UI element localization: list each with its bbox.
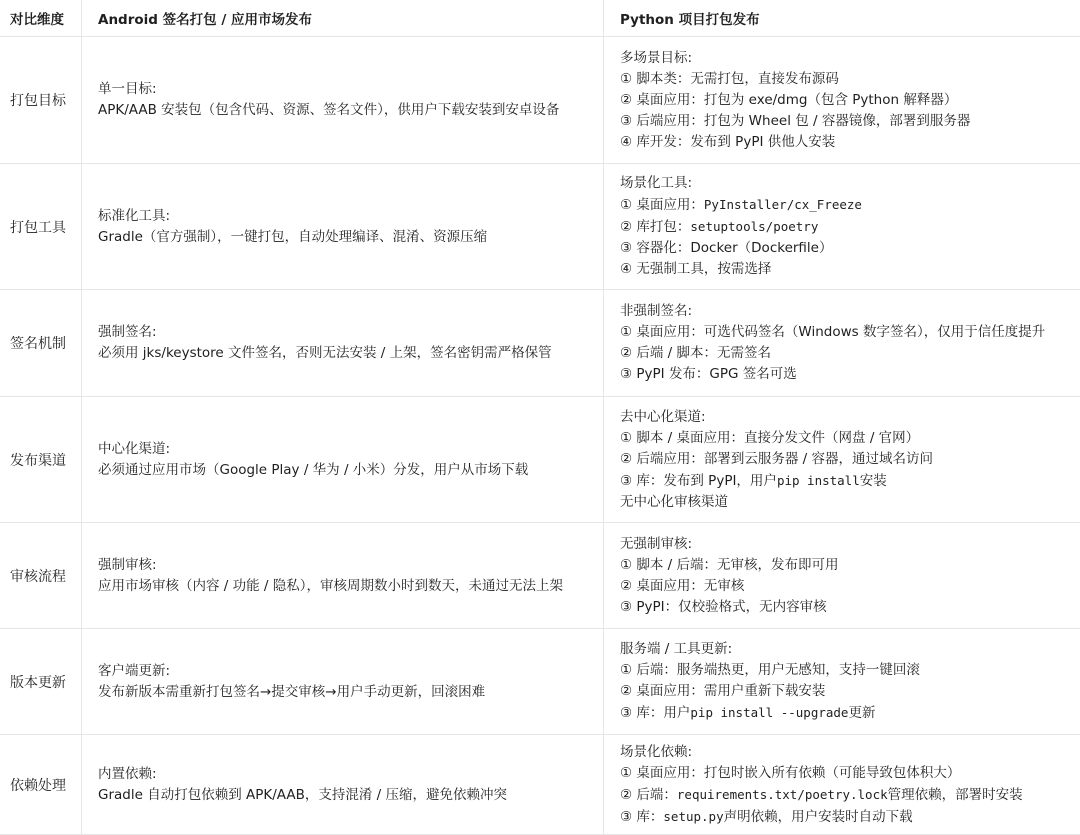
- cell-text: 无强制审核:: [620, 535, 693, 552]
- python-cell: [604, 37, 1080, 163]
- dimension-label: 版本更新: [10, 674, 66, 691]
- android-cell: [82, 629, 604, 734]
- cell-text: 场景化依赖:: [620, 743, 693, 760]
- python-cell: [604, 397, 1080, 522]
- python-cell-item: [620, 259, 1080, 280]
- python-cell-item: [620, 702, 1080, 724]
- python-cell-heading: [620, 742, 1080, 763]
- cell-text: ② 后端应用：部署到云服务器 / 容器，通过域名访问: [620, 450, 934, 467]
- python-cell-heading: [620, 173, 1080, 194]
- python-cell-item: [620, 132, 1080, 153]
- python-cell-heading: [620, 48, 1080, 69]
- code-text: requirements.txt/poetry.lock: [676, 786, 888, 802]
- cell-text: ① 桌面应用：可选代码签名（Windows 数字签名），仅用于信任度提升: [620, 324, 1046, 340]
- table-row: [0, 523, 1080, 629]
- python-cell-item: [620, 449, 1080, 470]
- python-cell-item: [620, 364, 1080, 385]
- python-cell: [604, 523, 1080, 628]
- table-row: [0, 629, 1080, 735]
- dimension-label: 发布渠道: [10, 452, 66, 469]
- dimension-cell: [0, 164, 82, 289]
- android-cell-text: APK/AAB 安装包（包含代码、资源、签名文件），供用户下载安装到安卓设备: [98, 102, 560, 118]
- dimension-label: 审核流程: [10, 568, 66, 585]
- python-cell-item: [620, 576, 1080, 597]
- table-row: [0, 290, 1080, 397]
- android-cell-heading: 客户端更新:: [98, 662, 171, 679]
- python-cell-item: [620, 492, 1080, 513]
- dimension-label: 打包目标: [10, 93, 66, 109]
- python-cell-item: [620, 322, 1080, 343]
- header-android-label: Android 签名打包 / 应用市场发布: [98, 12, 312, 28]
- header-android: [82, 0, 604, 36]
- dimension-label: 依赖处理: [10, 777, 66, 794]
- android-cell-text: 发布新版本需重新打包签名→提交审核→用户手动更新，回滚困难: [98, 683, 486, 700]
- dimension-cell: [0, 523, 82, 628]
- dimension-cell: [0, 629, 82, 734]
- android-cell-text: Gradle（官方强制），一键打包，自动处理编译、混淆、资源压缩: [98, 228, 488, 245]
- dimension-cell: [0, 37, 82, 163]
- cell-text: 去中心化渠道:: [620, 408, 706, 425]
- python-cell-item: [620, 784, 1080, 806]
- cell-text: ① 脚本 / 桌面应用：直接分发文件（网盘 / 官网）: [620, 429, 920, 446]
- table-row: [0, 37, 1080, 164]
- android-cell: [82, 37, 604, 163]
- android-cell: [82, 290, 604, 396]
- cell-text: ③ 库：: [620, 808, 664, 825]
- android-cell-heading: 强制签名:: [98, 324, 157, 340]
- python-cell-item: [620, 681, 1080, 702]
- cell-text: ② 库打包：: [620, 219, 691, 235]
- android-cell-heading: 单一目标:: [98, 81, 157, 97]
- android-cell-heading: 内置依赖:: [98, 765, 157, 782]
- python-cell-heading: [620, 301, 1080, 322]
- cell-text: 服务端 / 工具更新:: [620, 641, 733, 657]
- python-cell-item: [620, 69, 1080, 90]
- python-cell-item: [620, 806, 1080, 828]
- python-cell-item: [620, 216, 1080, 238]
- python-cell-item: [620, 238, 1080, 259]
- android-cell: [82, 735, 604, 834]
- python-cell-item: [620, 90, 1080, 111]
- table-header-row: [0, 0, 1080, 37]
- cell-text: ② 桌面应用：需用户重新下载安装: [620, 683, 826, 699]
- python-cell-item: [620, 343, 1080, 364]
- table-row: [0, 735, 1080, 835]
- cell-text: ① 桌面应用：: [620, 197, 704, 213]
- python-cell-heading: [620, 534, 1080, 555]
- android-cell-heading: 强制审核:: [98, 556, 157, 573]
- cell-text: ③ 容器化：Docker（Dockerfile）: [620, 240, 833, 256]
- dimension-cell: [0, 735, 82, 834]
- android-cell: [82, 164, 604, 289]
- code-text: pip install --upgrade: [690, 705, 849, 720]
- code-text: PyInstaller/cx_Freeze: [703, 197, 862, 212]
- cell-text: 无中心化审核渠道: [620, 493, 728, 510]
- python-cell: [604, 735, 1080, 834]
- cell-text: 多场景目标:: [620, 49, 693, 66]
- code-text: pip install: [776, 472, 860, 488]
- cell-text: ② 桌面应用：无审核: [620, 577, 745, 594]
- cell-text: ④ 库开发：发布到 PyPI 供他人安装: [620, 133, 836, 150]
- dimension-cell: [0, 397, 82, 522]
- cell-text: 场景化工具:: [620, 175, 693, 191]
- cell-text: 管理依赖，部署时安装: [887, 786, 1023, 803]
- header-python-label: Python 项目打包发布: [620, 12, 760, 28]
- android-cell: [82, 397, 604, 522]
- cell-text: ① 脚本类：无需打包，直接发布源码: [620, 70, 839, 87]
- android-cell-text: Gradle 自动打包依赖到 APK/AAB，支持混淆 / 压缩，避免依赖冲突: [98, 786, 508, 803]
- python-cell-item: [620, 111, 1080, 132]
- table-row: [0, 164, 1080, 290]
- dimension-label: 打包工具: [10, 219, 66, 236]
- python-cell-item: [620, 555, 1080, 576]
- code-text: setuptools/poetry: [690, 219, 819, 234]
- cell-text: ③ PyPI：仅校验格式，无内容审核: [620, 598, 827, 615]
- python-cell: [604, 290, 1080, 396]
- header-dimension-label: 对比维度: [10, 12, 64, 28]
- android-cell-text: 必须通过应用市场（Google Play / 华为 / 小米）分发，用户从市场下载: [98, 461, 529, 478]
- cell-text: ① 脚本 / 后端：无审核，发布即可用: [620, 556, 839, 573]
- cell-text: ② 后端：: [620, 786, 677, 803]
- python-cell: [604, 164, 1080, 289]
- android-cell-text: 必须用 jks/keystore 文件签名，否则无法安装 / 上架，签名密钥需严格保管: [98, 345, 552, 361]
- cell-text: ② 桌面应用：打包为 exe/dmg（包含 Python 解释器）: [620, 91, 958, 108]
- cell-text: ③ PyPI 发布：GPG 签名可选: [620, 366, 797, 382]
- cell-text: 更新: [848, 705, 876, 721]
- android-cell-heading: 中心化渠道:: [98, 440, 171, 457]
- header-dimension: [0, 0, 82, 36]
- python-cell-item: [620, 763, 1080, 784]
- cell-text: ① 后端：服务端热更，用户无感知，支持一键回滚: [620, 662, 920, 678]
- cell-text: ② 后端 / 脚本：无需签名: [620, 345, 772, 361]
- android-cell-text: 应用市场审核（内容 / 功能 / 隐私），审核周期数小时到数天，未通过无法上架: [98, 577, 564, 594]
- python-cell-heading: [620, 639, 1080, 660]
- cell-text: 安装: [859, 472, 887, 489]
- python-cell-item: [620, 660, 1080, 681]
- cell-text: ③ 库：发布到 PyPI，用户: [620, 472, 777, 489]
- python-cell-item: [620, 194, 1080, 216]
- cell-text: 非强制签名:: [620, 303, 693, 319]
- python-cell-heading: [620, 407, 1080, 428]
- android-cell: [82, 523, 604, 628]
- table-row: [0, 397, 1080, 523]
- python-cell-item: [620, 470, 1080, 492]
- python-cell-item: [620, 597, 1080, 618]
- cell-text: 声明依赖，用户安装时自动下载: [723, 808, 913, 825]
- cell-text: ④ 无强制工具，按需选择: [620, 261, 772, 277]
- cell-text: ① 桌面应用：打包时嵌入所有依赖（可能导致包体积大）: [620, 764, 961, 781]
- cell-text: ③ 后端应用：打包为 Wheel 包 / 容器镜像，部署到服务器: [620, 112, 971, 129]
- header-python: [604, 0, 1080, 36]
- dimension-label: 签名机制: [10, 336, 66, 352]
- dimension-cell: [0, 290, 82, 396]
- cell-text: ③ 库：用户: [620, 705, 691, 721]
- android-cell-heading: 标准化工具:: [98, 207, 171, 224]
- python-cell: [604, 629, 1080, 734]
- python-cell-item: [620, 428, 1080, 449]
- code-text: setup.py: [663, 808, 724, 824]
